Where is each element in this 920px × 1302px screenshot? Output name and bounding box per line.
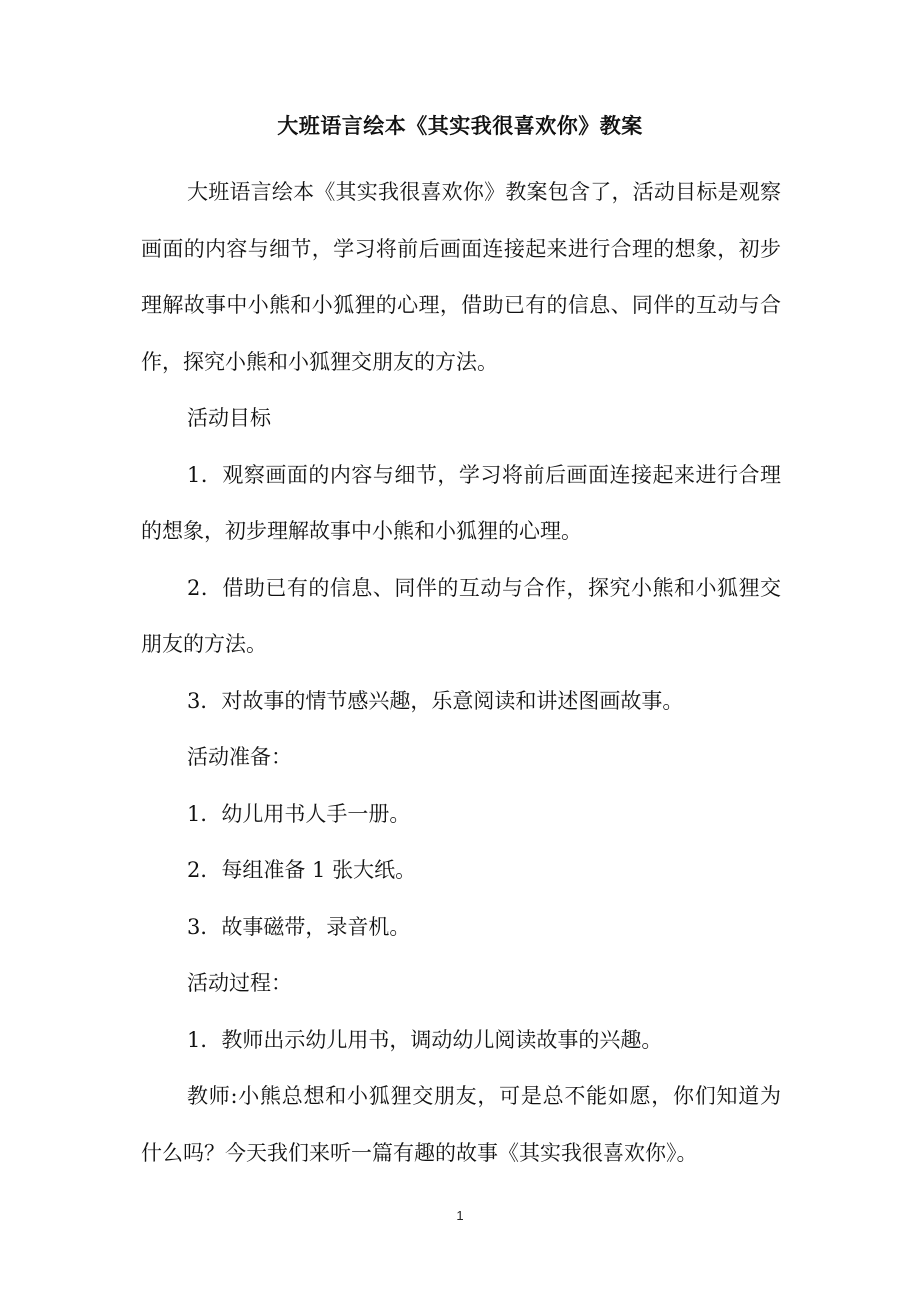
prep-item-2: 2．每组准备 1 张大纸。 — [187, 858, 417, 882]
document-title: 大班语言绘本《其实我很喜欢你》教案 — [277, 114, 643, 138]
section-heading-goals: 活动目标 — [187, 406, 271, 430]
section-heading-preparation: 活动准备： — [187, 745, 292, 769]
section-heading-process: 活动过程： — [187, 971, 292, 995]
prep-item-1: 1．幼儿用书人手一册。 — [187, 801, 411, 826]
page-number: 1 — [456, 1208, 464, 1223]
teacher-dialogue-paragraph: 教师:小熊总想和小狐狸交朋友，可是总不能如愿，你们知道为什么吗？今天我们来听一篇有趣的故事《其实我很喜欢你》。 — [141, 1084, 781, 1165]
goal-item-1: 1．观察画面的内容与细节，学习将前后画面连接起来进行合理的想象，初步理解故事中小熊和小狐狸的心理。 — [141, 462, 781, 543]
goal-item-2: 2．借助已有的信息、同伴的互动与合作，探究小熊和小狐狸交朋友的方法。 — [141, 575, 781, 656]
process-item-1: 1．教师出示幼儿用书，调动幼儿阅读故事的兴趣。 — [187, 1027, 663, 1052]
goal-item-3: 3．对故事的情节感兴趣，乐意阅读和讲述图画故事。 — [187, 688, 684, 713]
document-body — [141, 164, 781, 1181]
intro-paragraph: 大班语言绘本《其实我很喜欢你》教案包含了，活动目标是观察画面的内容与细节，学习将前后画面连接起来进行合理的想象，初步理解故事中小熊和小狐狸的心理，借助已有的信息、同伴的互动与合作，探究小熊和小狐狸交朋友的方法。 — [141, 180, 781, 374]
prep-item-3: 3．故事磁带，录音机。 — [187, 914, 411, 939]
